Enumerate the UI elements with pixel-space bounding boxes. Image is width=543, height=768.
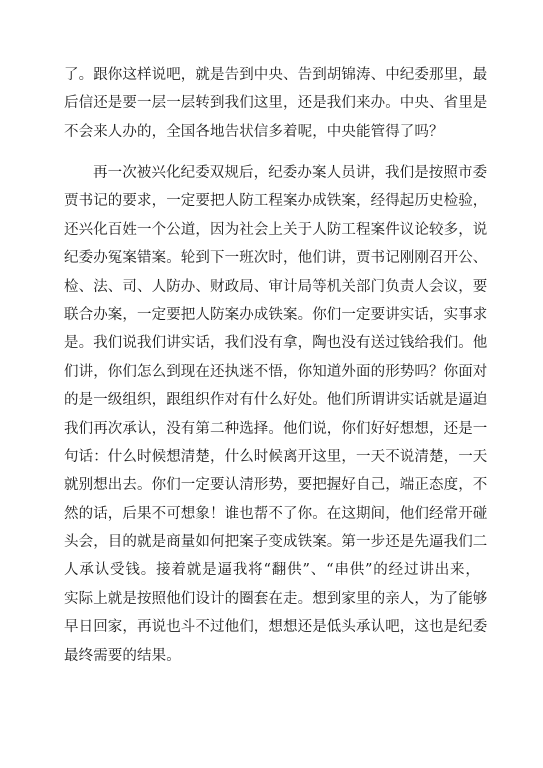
- text-line: 人承认受钱。接着就是逼我将“翻供”、“串供”的经过讲出来，: [64, 562, 480, 579]
- text-line: 还兴化百姓一个公道，因为社会上关于人防工程案件议论较多，说: [64, 221, 488, 238]
- paragraph-1: [64, 61, 488, 146]
- text-line: 早日回家，再说也斗不过他们，想想还是低头承认吧，这也是纪委: [64, 619, 488, 636]
- text-line: 最终需要的结果。: [64, 647, 181, 664]
- text-line: 是。我们说我们讲实话，我们没有拿，陶也没有送过钱给我们。他: [64, 335, 488, 352]
- text-line: 再一次被兴化纪委双规后，纪委办案人员讲，我们是按照市委: [93, 165, 488, 181]
- text-line: 我们再次承认，没有第二种选择。他们说，你们好好想想，还是一: [64, 420, 488, 437]
- text-line: 贾书记的要求，一定要把人防工程案办成铁案，经得起历史检验，: [64, 193, 488, 210]
- text-line: 的是一级组织，跟组织作对有什么好处。他们所谓讲实话就是逼迫: [64, 392, 488, 409]
- text-line: 纪委办冤案错案。轮到下一班次时，他们讲，贾书记刚刚召开公、: [64, 250, 488, 267]
- text-line: 不会来人办的，全国各地告状信多着呢，中央能管得了吗？: [64, 123, 444, 140]
- text-line: 就别想出去。你们一定要认清形势，要把握好自己，端正态度，不: [64, 477, 488, 494]
- text-line: 们讲，你们怎么到现在还执迷不悟，你知道外面的形势吗？你面对: [64, 363, 488, 380]
- text-line: 头会，目的就是商量如何把案子变成铁案。第一步还是先逼我们二: [64, 534, 488, 551]
- text-line: 联合办案，一定要把人防案办成铁案。你们一定要讲实话，实事求: [64, 306, 488, 323]
- text-line: 后信还是要一层一层转到我们这里，还是我们来办。中央、省里是: [64, 95, 488, 112]
- text-line: 实际上就是按照他们设计的圈套在走。想到家里的亲人，为了能够: [64, 590, 488, 607]
- text-line: 了。跟你这样说吧，就是告到中央、告到胡锦涛、中纪委那里，最: [64, 67, 488, 83]
- text-line: 检、法、司、人防办、财政局、审计局等机关部门负责人会议，要: [64, 278, 488, 295]
- text-line: 然的话，后果不可想象！谁也帮不了你。在这期间，他们经常开碰: [64, 505, 488, 522]
- text-line: 句话：什么时候想清楚，什么时候离开这里，一天不说清楚，一天: [64, 448, 488, 465]
- paragraph-2: [64, 159, 488, 670]
